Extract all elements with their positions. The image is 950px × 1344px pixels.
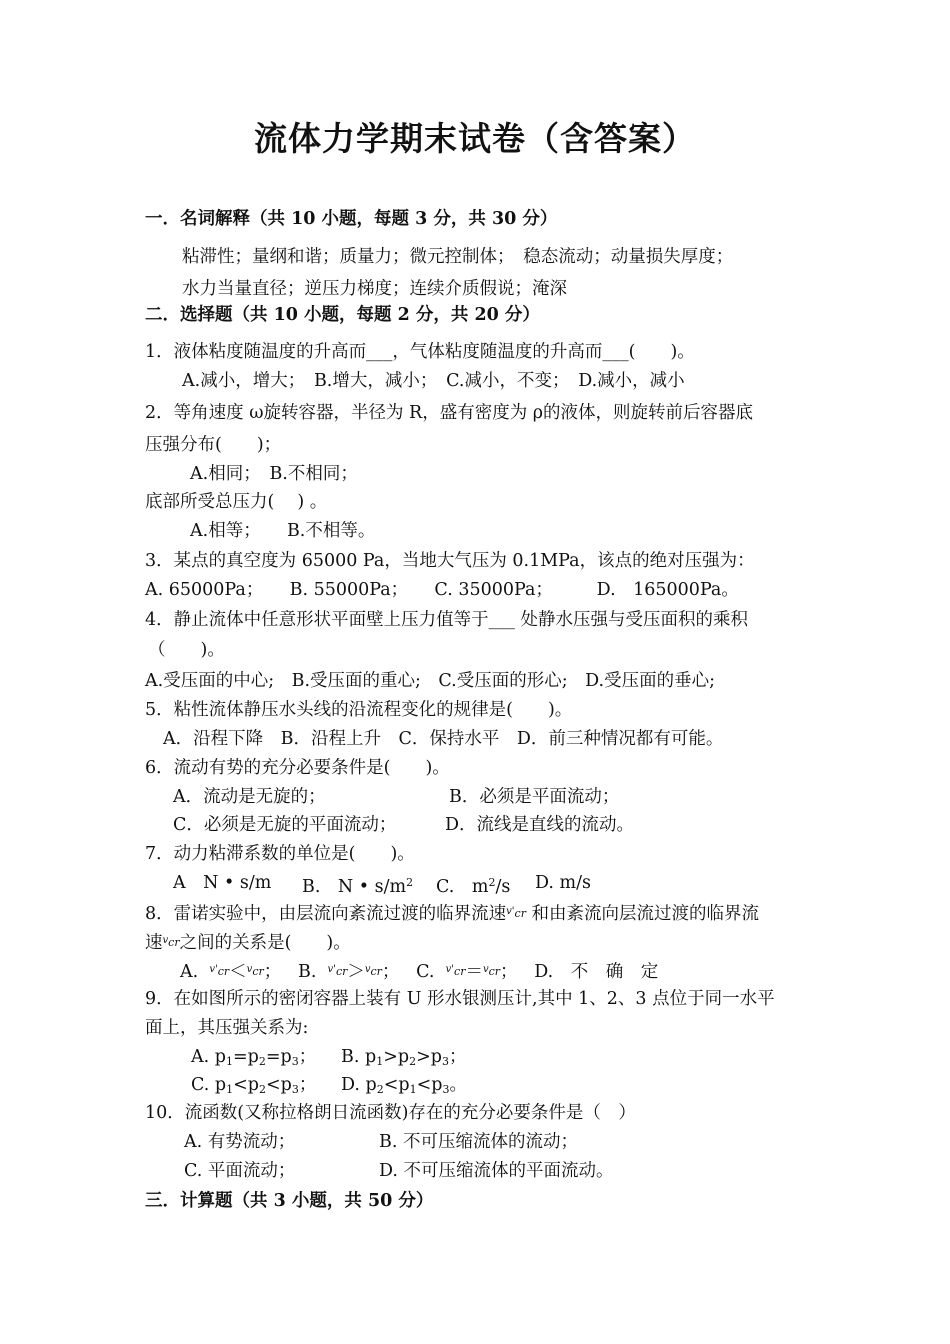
question-8-line-1: 8．雷诺实验中，由层流向紊流过渡的临界流速$^{v'_{cr}}$ 和由紊流向层流过渡的临界流: [145, 904, 760, 924]
question-7-option-a: A N • s/m: [173, 873, 272, 893]
question-9-option-b: B. $p_1>p_2>p_3$；: [341, 1047, 467, 1068]
question-1-options: A.减小，增大； B.增大，减小； C.减小，不变； D.减小，减小: [182, 371, 685, 391]
terms-line-1: 粘滞性；量纲和谐；质量力；微元控制体； 稳态流动；动量损失厚度；: [182, 247, 734, 267]
question-7-option-d: D. m/s: [535, 873, 592, 893]
section-2-heading: 二．选择题（共 10 小题，每题 2 分，共 20 分）: [145, 305, 540, 325]
question-10-option-c: C. 平面流动；: [184, 1161, 296, 1181]
question-5-options: A．沿程下降 B．沿程上升 C．保持水平 D．前三种情况都有可能。: [163, 729, 724, 749]
question-7: 7．动力粘滞系数的单位是( )。: [145, 844, 415, 864]
question-8-line-2: 速$^{v_{cr}}$之间的关系是( )。: [145, 933, 351, 953]
question-10-option-a: A. 有势流动；: [184, 1132, 296, 1152]
question-6-option-d: D．流线是直线的流动。: [445, 815, 635, 835]
question-6-option-c: C．必须是无旋的平面流动；: [173, 815, 397, 835]
page-title: 流体力学期末试卷（含答案）: [254, 119, 696, 158]
question-7-option-b: B. N • $s/m^2$: [302, 876, 414, 897]
question-4-line-1: 4．静止流体中任意形状平面壁上压力值等于___ 处静水压强与受压面积的乘积: [145, 610, 748, 630]
section-1-heading: 一．名词解释（共 10 小题，每题 3 分，共 30 分）: [145, 209, 558, 229]
question-7-option-c: C. $m^2/s$: [436, 876, 511, 897]
question-9-option-a: A. $p_1=p_2=p_3$；: [191, 1047, 317, 1068]
question-9-option-c: C. $p_1<p_2<p_3$；: [191, 1075, 317, 1096]
question-2-options-1: A.相同； B.不相同；: [190, 464, 358, 484]
symbol-vcr-prime: v'cr: [506, 906, 526, 920]
question-4-line-2: （ )。: [148, 640, 225, 660]
question-1: 1．液体粘度随温度的升高而___，气体粘度随温度的升高而___( )。: [145, 342, 695, 362]
question-8-options: A. $^{v'_{cr}}$＜$^{v_{cr}}$； B. $^{v'_{cr}}$＞$^{v_{cr}}$； C. $^{v'_{cr}}$＝$^{v_{cr}}$； D. 不 确 定: [180, 962, 659, 982]
question-3-options: A. 65000Pa； B. 55000Pa； C. 35000Pa； D. 165000Pa。: [145, 580, 739, 600]
question-6: 6．流动有势的充分必要条件是( )。: [145, 758, 450, 778]
question-9-line-1: 9．在如图所示的密闭容器上装有 U 形水银测压计,其中 1、2、3 点位于同一水平: [145, 989, 775, 1009]
section-3-heading: 三．计算题（共 3 小题，共 50 分）: [145, 1191, 434, 1211]
question-9-line-2: 面上，其压强关系为:: [145, 1018, 309, 1038]
question-2-line-1: 2．等角速度 ω旋转容器，半径为 R，盛有密度为 ρ的液体，则旋转前后容器底: [145, 403, 754, 423]
question-10: 10．流函数(又称拉格朗日流函数)存在的充分必要条件是（ ）: [145, 1103, 636, 1123]
symbol-vcr: vcr: [162, 935, 180, 949]
question-6-option-a: A．流动是无旋的；: [173, 787, 326, 807]
question-9-option-d: D. $p_2<p_1<p_3$。: [341, 1075, 467, 1096]
question-4-options: A.受压面的中心; B.受压面的重心; C.受压面的形心; D.受压面的垂心;: [145, 671, 716, 691]
question-2-options-2: A.相等； B.不相等。: [190, 521, 376, 541]
question-5: 5．粘性流体静压水头线的沿流程变化的规律是( )。: [145, 700, 573, 720]
question-2-line-2: 压强分布( )；: [145, 435, 282, 455]
terms-line-2: 水力当量直径；逆压力梯度；连续介质假说；淹深: [182, 279, 567, 299]
question-10-option-b: B. 不可压缩流体的流动；: [379, 1132, 578, 1152]
question-2-line-3: 底部所受总压力( ) 。: [145, 492, 328, 512]
question-3: 3．某点的真空度为 65000 Pa，当地大气压为 0.1MPa，该点的绝对压强为：: [145, 551, 755, 571]
question-10-option-d: D. 不可压缩流体的平面流动。: [379, 1161, 614, 1181]
question-6-option-b: B．必须是平面流动；: [449, 787, 620, 807]
